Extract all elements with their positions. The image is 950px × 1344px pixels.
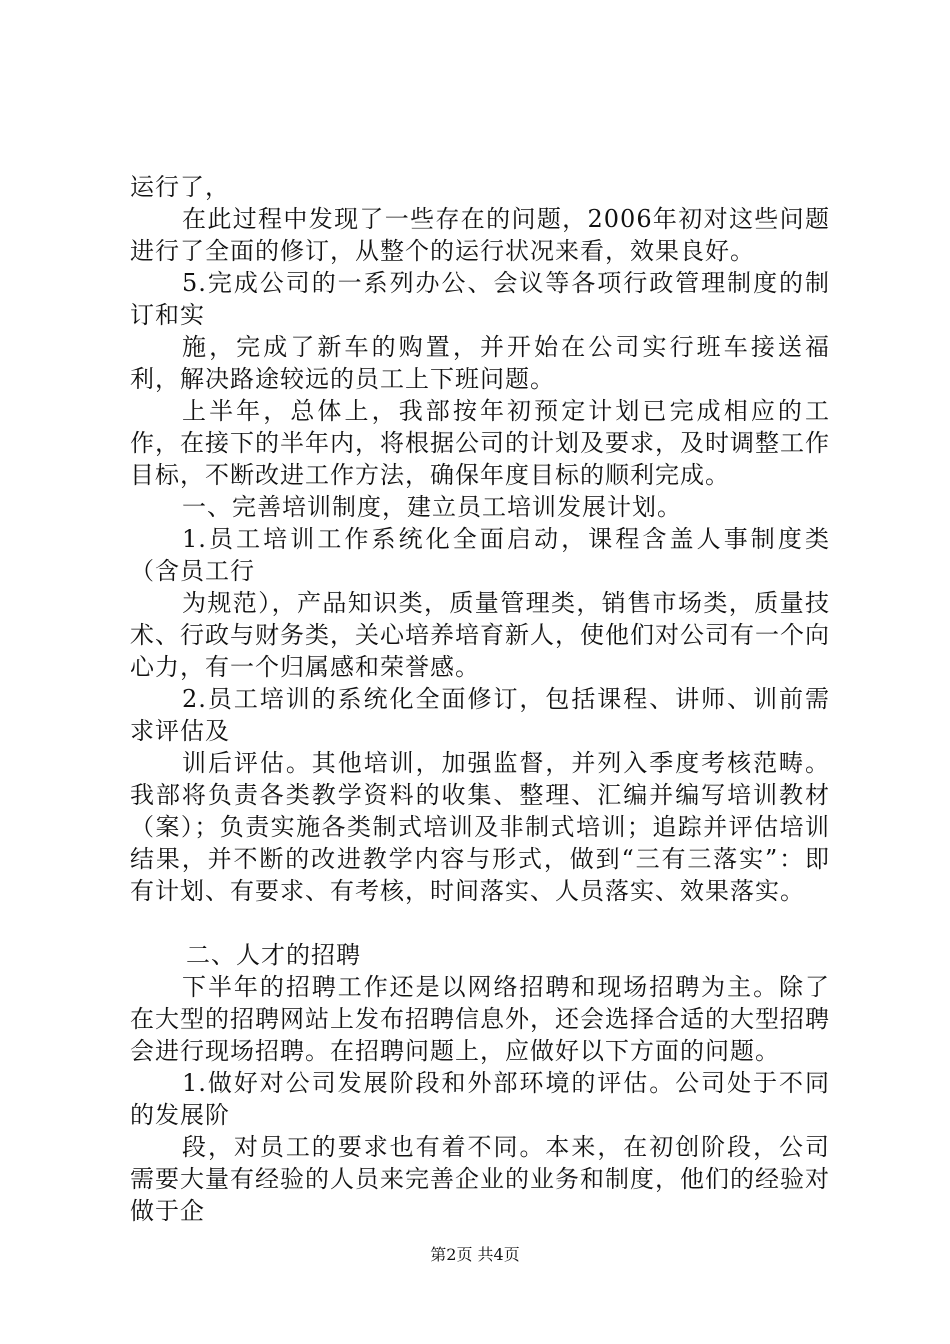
paragraph-half-year-summary: 上半年，总体上，我部按年初预定计划已完成相应的工作，在接下的半年内，将根据公司的计划及要求，及时调整工作目标，不断改进工作方法，确保年度目标的顺利完成。 <box>130 397 830 489</box>
section-heading-training: 一、完善培训制度，建立员工培训发展计划。 <box>182 493 682 521</box>
paragraph-item-5-head: 5.完成公司的一系列办公、会议等各项行政管理制度的制订和实 <box>130 269 830 329</box>
section-heading-recruitment: 二、人才的招聘 <box>186 941 361 969</box>
paragraph-continuation: 运行了， <box>130 173 230 201</box>
paragraph-training-1-body: 为规范），产品知识类，质量管理类，销售市场类，质量技术、行政与财务类，关心培养培育新人，使他们对公司有一个向心力，有一个归属感和荣誉感。 <box>130 589 830 681</box>
paragraph-recruitment-1-body: 段，对员工的要求也有着不同。本来，在初创阶段，公司需要大量有经验的人员来完善企业的业务和制度，他们的经验对做于企 <box>130 1133 830 1225</box>
paragraph-item-5-body: 施，完成了新车的购置，并开始在公司实行班车接送福利，解决路途较远的员工上下班问题。 <box>130 333 830 393</box>
paragraph-training-2-head: 2.员工培训的系统化全面修订，包括课程、讲师、训前需求评估及 <box>130 685 830 745</box>
paragraph-gap <box>130 907 830 939</box>
document-body <box>130 171 830 1227</box>
paragraph-training-1-head: 1.员工培训工作系统化全面启动，课程含盖人事制度类（含员工行 <box>130 525 830 585</box>
paragraph-revision-note: 在此过程中发现了一些存在的问题，2006年初对这些问题进行了全面的修订，从整个的运行状况来看，效果良好。 <box>130 205 830 265</box>
paragraph-training-2-body: 训后评估。其他培训，加强监督，并列入季度考核范畴。我部将负责各类教学资料的收集、整理、汇编并编写培训教材（案）；负责实施各类制式培训及非制式培训；追踪并评估培训结果，并不断的改进教学内容与形式，做到“三有三落实”：即有计划、有要求、有考核，时间落实、人员落实、效果落实。 <box>130 749 830 905</box>
paragraph-recruitment-1-head: 1.做好对公司发展阶段和外部环境的评估。公司处于不同的发展阶 <box>130 1069 830 1129</box>
paragraph-recruitment-plan: 下半年的招聘工作还是以网络招聘和现场招聘为主。除了在大型的招聘网站上发布招聘信息外，还会选择合适的大型招聘会进行现场招聘。在招聘问题上，应做好以下方面的问题。 <box>130 973 830 1065</box>
page-number-footer: 第2页 共4页 <box>430 1245 520 1264</box>
